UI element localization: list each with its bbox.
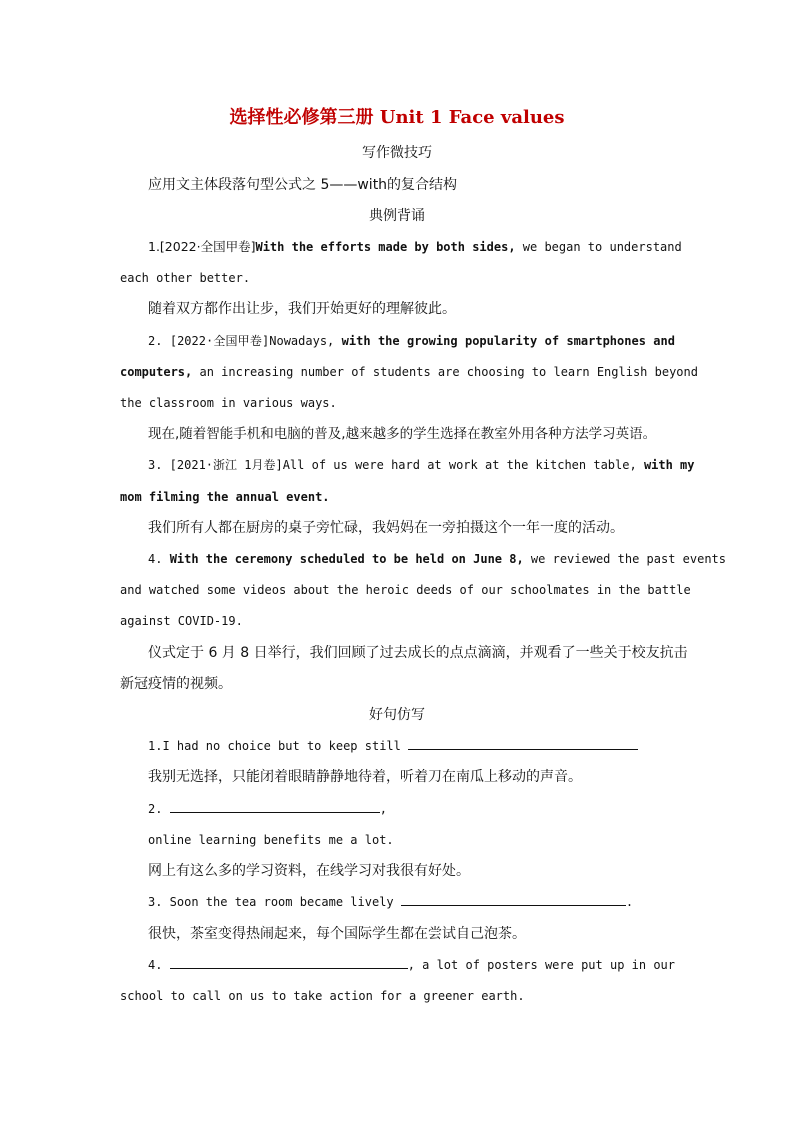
answer-blank-2[interactable]	[170, 799, 380, 813]
imitation-1: 1.I had no choice but to keep still	[148, 736, 675, 756]
example-1-line-1: 1.[2022·全国甲卷]With the efforts made by both sides, we began to understand	[148, 239, 682, 254]
example-4-line-3: against COVID-19.	[120, 614, 243, 628]
imitation-4: 4. , a lot of posters were put up in our	[148, 955, 675, 975]
imitation-1-translation: 我别无选择，只能闭着眼睛静静地待着，听着刀在南瓜上移动的声音。	[148, 769, 582, 785]
example-2-line-3: the classroom in various ways.	[120, 396, 337, 410]
imitation-3-translation: 很快，茶室变得热闹起来，每个国际学生都在尝试自己泡茶。	[148, 926, 526, 942]
example-4-line-1: 4. With the ceremony scheduled to be held on June 8, we reviewed the past events	[148, 552, 726, 566]
imitation-2-line-2: online learning benefits me a lot.	[148, 833, 394, 847]
example-4-translation-1: 仪式定于 6 月 8 日举行，我们回顾了过去成长的点点滴滴，并观看了一些关于校友抗击	[148, 645, 688, 661]
example-3-line-1: 3. [2021·浙江 1月卷]All of us were hard at work at the kitchen table, with my	[148, 458, 695, 472]
examples-heading: 典例背诵	[369, 208, 425, 224]
section-heading: 写作微技巧	[362, 145, 432, 161]
example-2-translation: 现在,随着智能手机和电脑的普及,越来越多的学生选择在教室外用各种方法学习英语。	[148, 426, 657, 442]
example-1-translation: 随着双方都作出让步，我们开始更好的理解彼此。	[148, 301, 456, 317]
answer-blank-3[interactable]	[401, 892, 626, 906]
answer-blank-1[interactable]	[408, 736, 638, 750]
example-4-line-2: and watched some videos about the heroic deeds of our schoolmates in the battle	[120, 583, 691, 597]
document-title: 选择性必修第三册 Unit 1 Face values	[229, 107, 565, 128]
example-4-translation-2: 新冠疫情的视频。	[120, 676, 232, 692]
imitation-4-line-2: school to call on us to take action for a greener earth.	[120, 989, 525, 1003]
example-2-line-1: 2. [2022·全国甲卷]Nowadays, with the growing popularity of smartphones and	[148, 334, 675, 348]
example-2-line-2: computers, an increasing number of students are choosing to learn English beyond	[120, 365, 698, 379]
imitation-3: 3. Soon the tea room became lively .	[148, 892, 675, 912]
imitation-2: 2. ,	[148, 799, 675, 819]
example-1-line-2: each other better.	[120, 271, 251, 285]
example-3-line-2: mom filming the annual event.	[120, 490, 330, 504]
formula-heading: 应用文主体段落句型公式之 5——with的复合结构	[148, 177, 458, 193]
example-3-translation: 我们所有人都在厨房的桌子旁忙碌，我妈妈在一旁拍摄这个一年一度的活动。	[148, 520, 624, 536]
imitation-2-translation: 网上有这么多的学习资料，在线学习对我很有好处。	[148, 863, 470, 879]
imitation-heading: 好句仿写	[369, 707, 425, 723]
answer-blank-4[interactable]	[170, 955, 408, 969]
